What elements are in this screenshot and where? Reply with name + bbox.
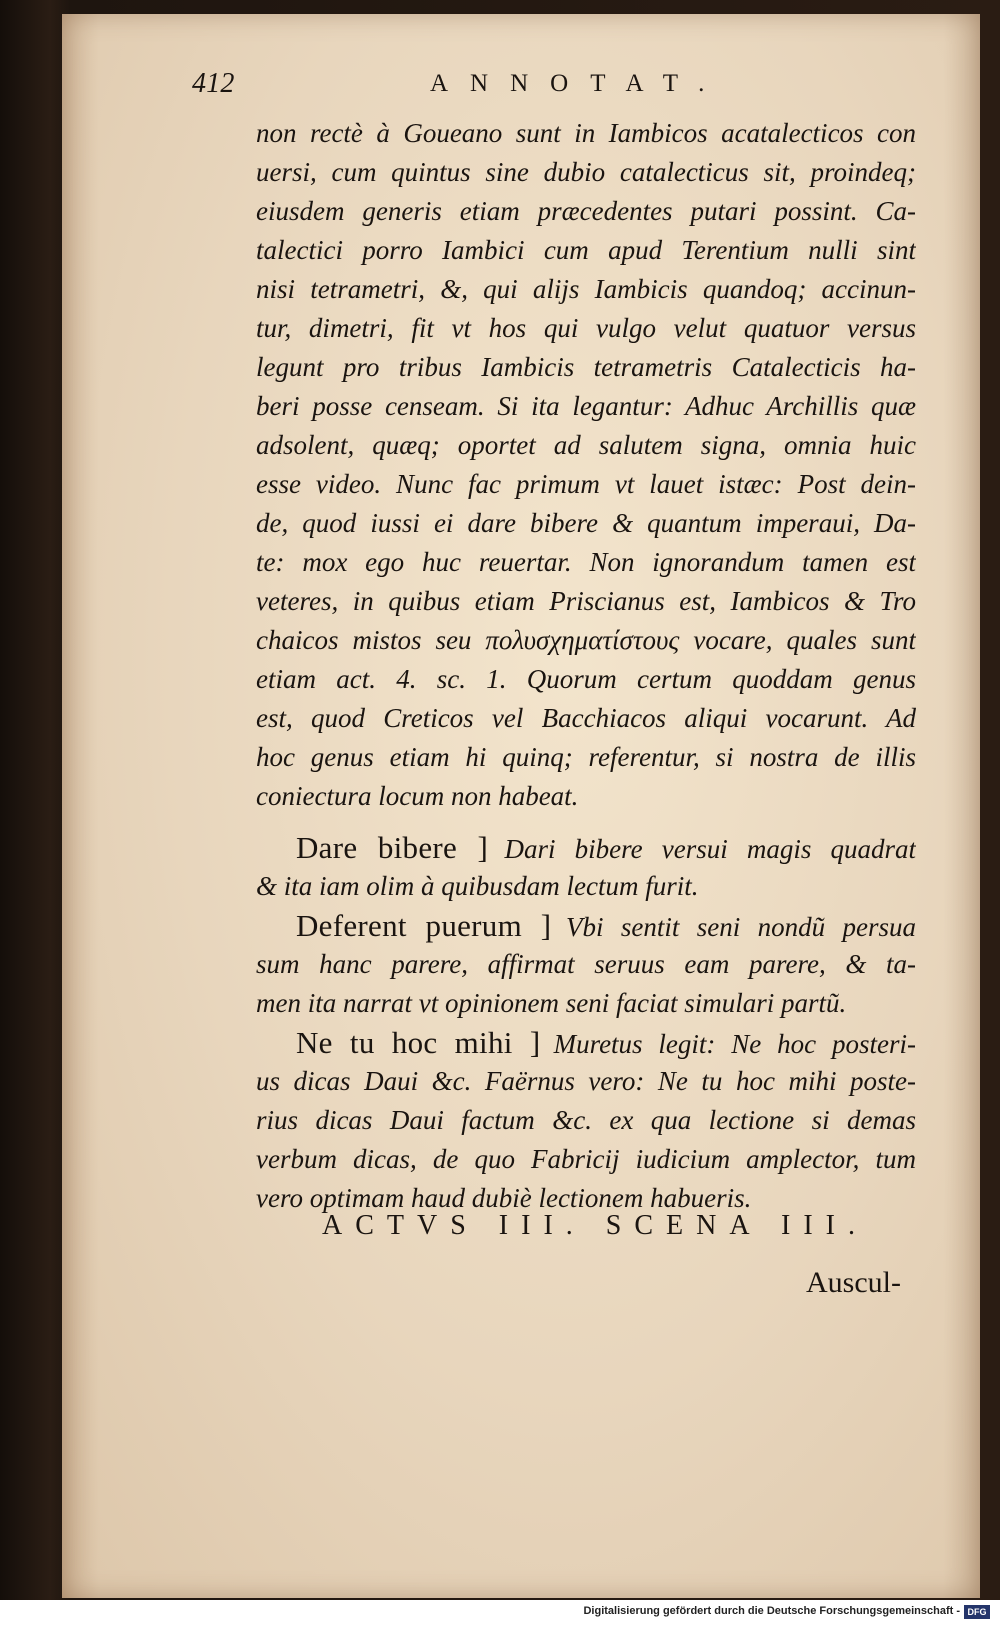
note-text: Vbi sentit seni nondũ persua	[565, 912, 916, 942]
note-lemma: Ne tu hoc mihi ]	[296, 1025, 541, 1060]
text-line: talectici porro Iambici cum apud Terentium nulli sint	[256, 235, 916, 265]
text-line: beri posse censeam. Si ita legantur: Adhuc Archillis quæ	[256, 391, 916, 421]
text-line: etiam act. 4. sc. 1. Quorum certum quoddam genus	[256, 664, 916, 694]
note-text-line: vero optimam haud dubiè lectionem habueris.	[256, 1183, 752, 1213]
text-block	[256, 114, 916, 1218]
text-line: est, quod Creticos vel Bacchiacos aliqui vocarunt. Ad	[256, 703, 916, 733]
note-text-line: us dicas Daui &c. Faërnus vero: Ne tu hoc mihi poste-	[256, 1066, 916, 1096]
note-text-line: verbum dicas, de quo Fabricij iudicium amplector, tum	[256, 1144, 916, 1174]
note-text: Dari bibere versui magis quadrat	[504, 834, 916, 864]
catchword: Auscul-	[806, 1266, 901, 1299]
text-line: hoc genus etiam hi quinq; referentur, si nostra de illis	[256, 742, 916, 772]
running-title: ANNOTAT.	[430, 70, 727, 97]
text-line: veteres, in quibus etiam Priscianus est, Iambicos & Tro	[256, 586, 916, 616]
note-lemma: Dare bibere ]	[296, 830, 489, 865]
text-line: adsolent, quæq; oportet ad salutem signa, omnia huic	[256, 430, 916, 460]
text-line: nisi tetrametri, &, qui alijs Iambicis quandoq; accinun-	[256, 274, 916, 304]
text-line: de, quod iussi ei dare bibere & quantum imperaui, Da-	[256, 508, 916, 538]
text-line: te: mox ego huc reuertar. Non ignorandum tamen est	[256, 547, 916, 577]
dfg-logo-icon: DFG	[964, 1605, 990, 1619]
text-line: eiusdem generis etiam præcedentes putari possint. Ca-	[256, 196, 916, 226]
note-text-line: & ita iam olim à quibusdam lectum furit.	[256, 871, 699, 901]
text-line: non rectè à Goueano sunt in Iambicos acatalecticos con	[256, 118, 916, 148]
page-header	[192, 62, 912, 106]
note-dare-bibere	[256, 828, 916, 867]
note-text-line: rius dicas Daui factum &c. ex qua lectione si demas	[256, 1105, 916, 1135]
text-line: coniectura locum non habeat.	[256, 781, 579, 811]
act-scene-heading: ACTVS III. SCENA III.	[322, 1210, 868, 1241]
note-deferent-puerum	[256, 906, 916, 945]
note-text-line: sum hanc parere, affirmat seruus eam parere, & ta-	[256, 949, 916, 979]
text-line: legunt pro tribus Iambicis tetrametris Catalecticis ha-	[256, 352, 916, 382]
funding-credit: Digitalisierung gefördert durch die Deutsche Forschungsgemeinschaft -	[583, 1605, 960, 1617]
note-text-line: men ita narrat vt opinionem seni faciat simulari partũ.	[256, 988, 847, 1018]
folio-number: 412	[192, 68, 235, 99]
text-line: chaicos mistos seu πολυσχηματίστους vocare, quales sunt	[256, 625, 916, 655]
digitization-footer	[0, 1600, 1000, 1625]
text-line: esse video. Nunc fac primum vt lauet istæc: Post dein-	[256, 469, 916, 499]
text-line: tur, dimetri, fit vt hos qui vulgo velut quatuor versus	[256, 313, 916, 343]
text-line: uersi, cum quintus sine dubio catalecticus sit, proindeq;	[256, 157, 916, 187]
note-ne-tu-hoc-mihi	[256, 1023, 916, 1062]
note-text: Muretus legit: Ne hoc posteri-	[553, 1029, 916, 1059]
note-lemma: Deferent puerum ]	[296, 908, 552, 943]
